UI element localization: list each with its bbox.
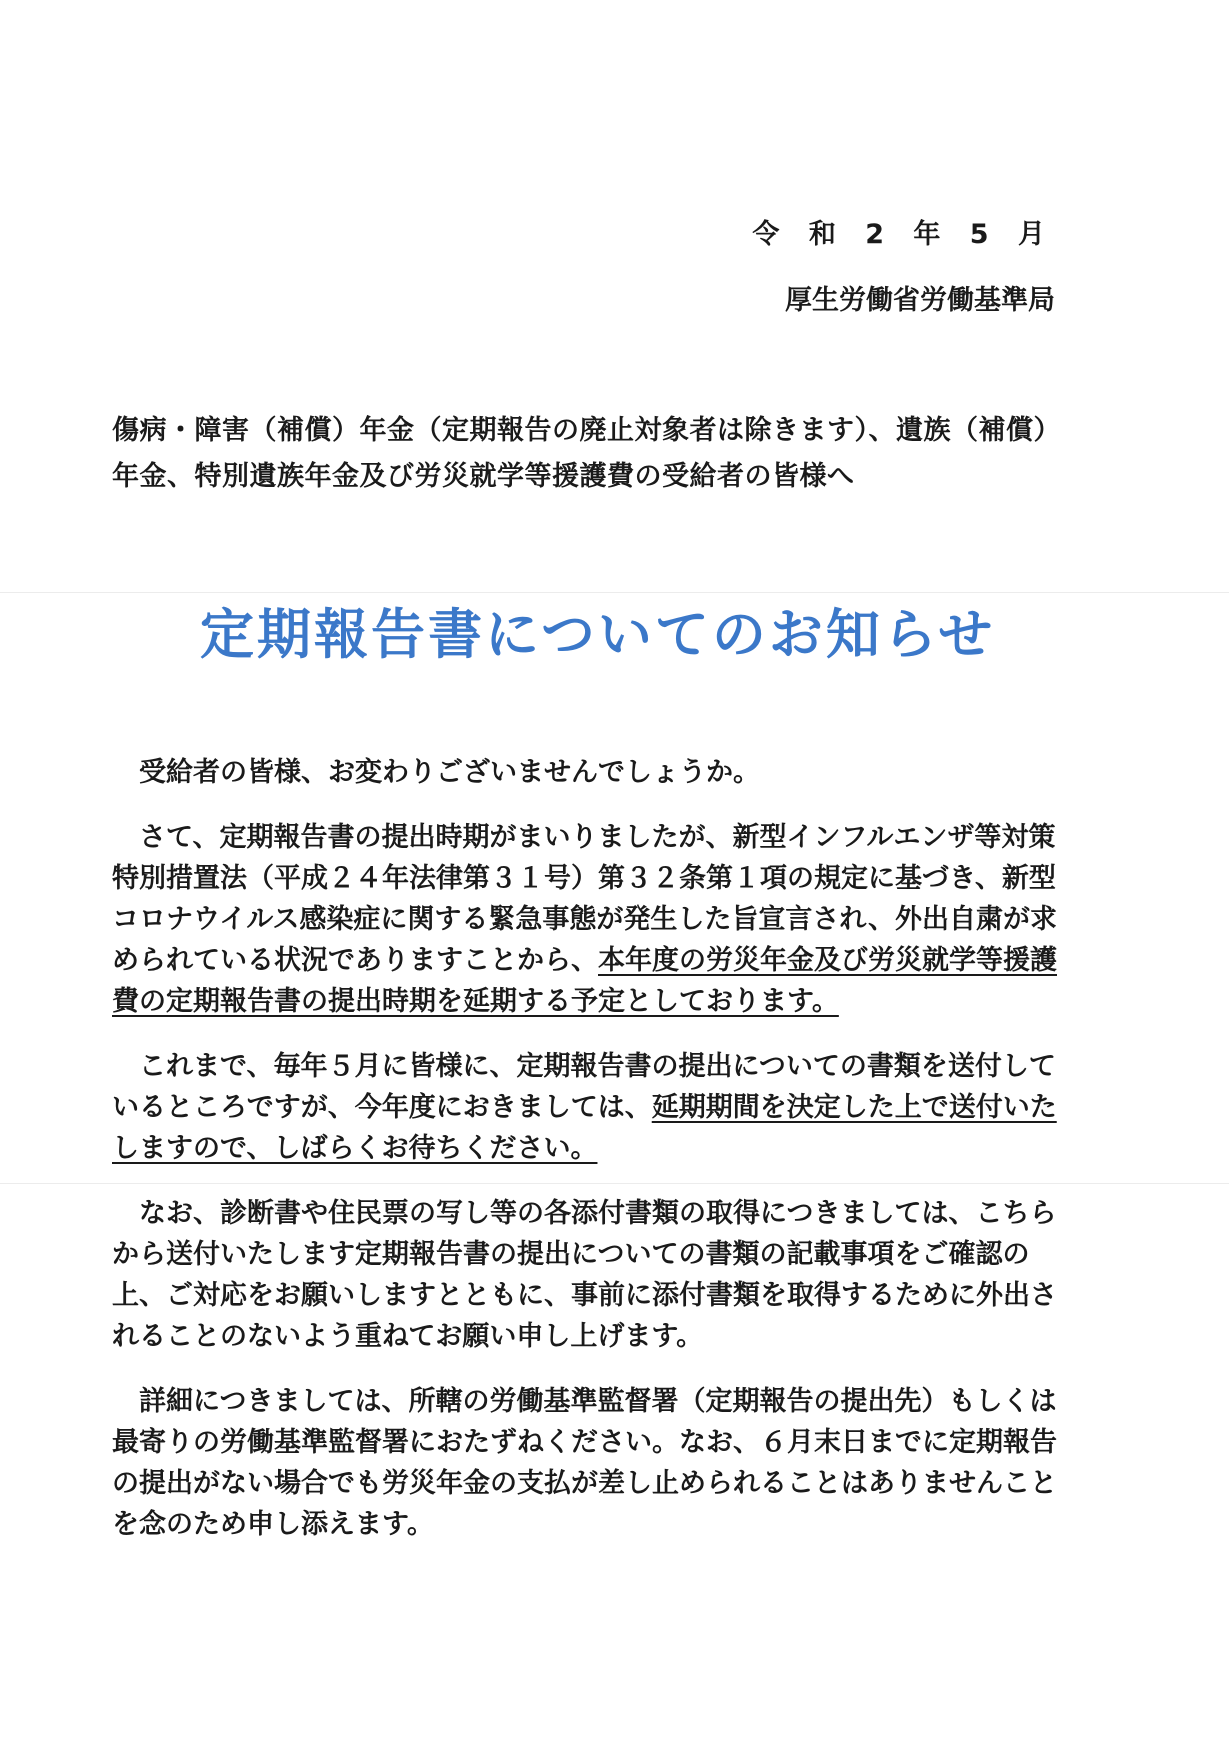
paragraph-mailing	[112, 1046, 1057, 1169]
underlined-notice: 延期期間を決定した上で送付いたしますので、しばらくお待ちください。	[112, 1092, 1057, 1164]
recipients-line: 傷病・障害（補償）年金（定期報告の廃止対象者は除きます）、遺族（補償）年金、特別遺族年金及び労災就学等援護費の受給者の皆様へ	[112, 415, 1048, 492]
paragraph-attachments: なお、診断書や住民票の写し等の各添付書類の取得につきましては、こちらから送付いたします定期報告書の提出についての書類の記載事項をご確認の上、ご対応をお願いしますとともに、事前に添付書類を取得するために外出されることのないよう重ねてお願い申し上げます。	[112, 1198, 1057, 1352]
notice-body	[112, 752, 1057, 1569]
issuer-name: 厚生労働省労働基準局	[785, 285, 1055, 316]
paragraph-contact: 詳細につきましては、所轄の労働基準監督署（定期報告の提出先）もしくは最寄りの労働基準監督署におたずねください。なお、６月末日までに定期報告の提出がない場合でも労災年金の支払が差し止められることはありませんことを念のため申し添えます。	[112, 1386, 1057, 1540]
paragraph-text: これまで、毎年５月に皆様に、定期報告書の提出についての書類を送付しているところですが、今年度におきましては、	[112, 1051, 1056, 1123]
page-title: 定期報告書についてのお知らせ	[200, 603, 996, 666]
paragraph-greeting: 受給者の皆様、お変わりございませんでしょうか。	[139, 757, 760, 788]
underlined-notice: 本年度の労災年金及び労災就学等援護費の定期報告書の提出時期を延期する予定としております。	[112, 945, 1057, 1017]
issue-date: 令 和 2 年 5 月	[752, 219, 1055, 250]
paragraph-text: さて、定期報告書の提出時期がまいりましたが、新型インフルエンザ等対策特別措置法（平成２４年法律第３１号）第３２条第１項の規定に基づき、新型コロナウイルス感染症に関する緊急事態が発生した旨宣言され、外出自粛が求められている状況でありますことから、	[112, 822, 1057, 976]
paragraph-postponement	[112, 817, 1057, 1022]
